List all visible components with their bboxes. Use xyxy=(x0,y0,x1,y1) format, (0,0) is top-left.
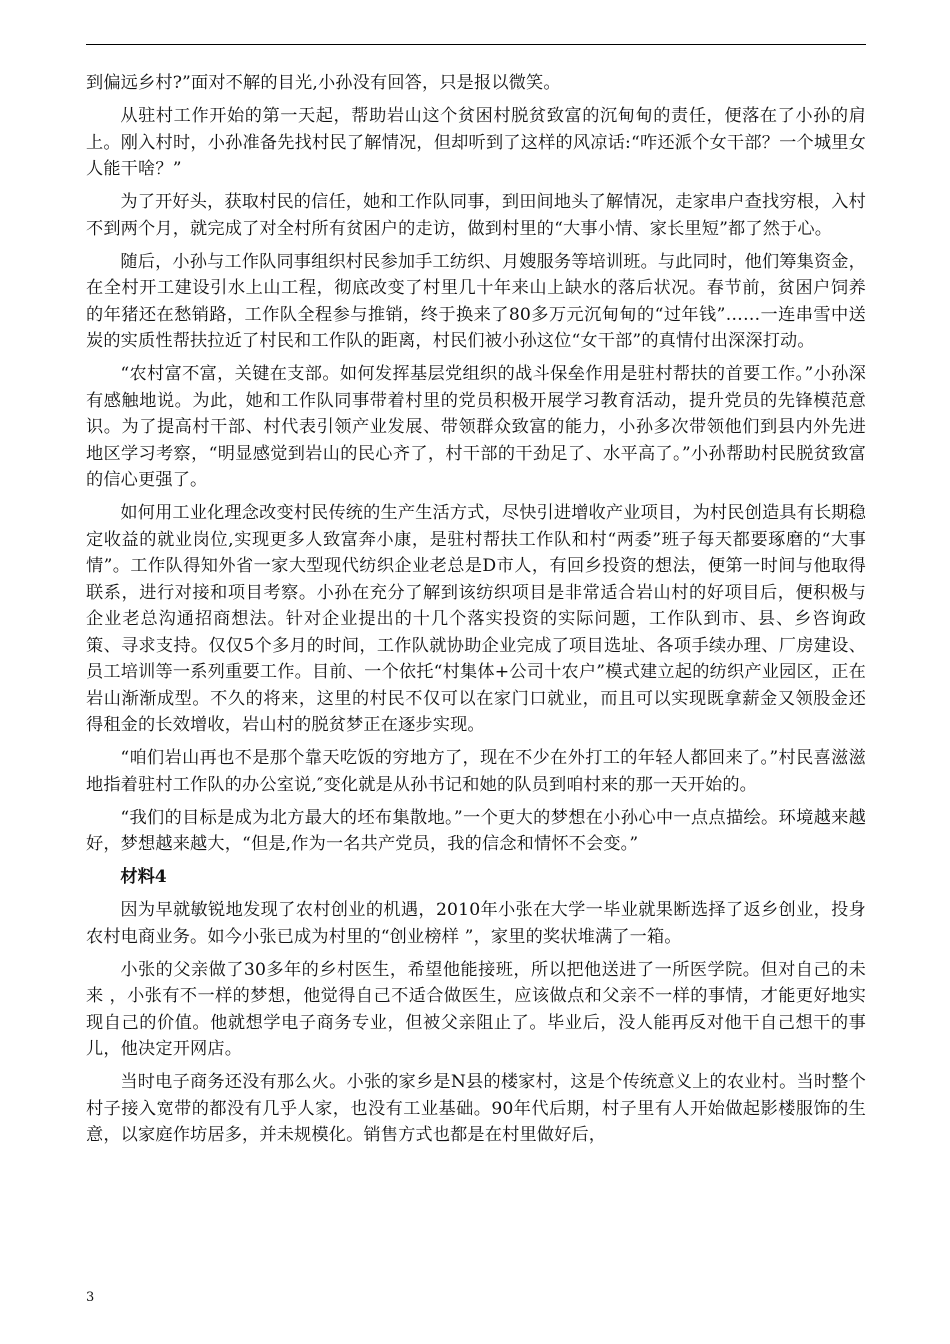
header-rule xyxy=(86,44,866,45)
paragraph: “农村富不富，关键在支部。如何发挥基层党组织的战斗保垒作用是驻村帮扶的首要工作。”小孙深有感触地说。为此，她和工作队同事带着村里的党员积极开展学习教育活动，提升党员的先锋模范意识。为了提高村干部、村代表引领产业发展、带领群众致富的能力，小孙多次带领他们到县内外先进地区学习考察，“明显感觉到岩山的民心齐了，村干部的干劲足了、水平高了。”小孙帮助村民脱贫致富的信心更强了。 xyxy=(86,364,866,490)
paragraph: 小张的父亲做了30多年的乡村医生，希望他能接班，所以把他送进了一所医学院。但对自己的未来 ，小张有不一样的梦想，他觉得自己不适合做医生，应该做点和父亲不一样的事情，才能更好地实现自己的价值。他就想学电子商务专业，但被父亲阻止了。毕业后，没人能再反对他干自己想干的事儿，他决定开网店。 xyxy=(86,959,866,1059)
paragraph: “我们的目标是成为北方最大的坯布集散地。”一个更大的梦想在小孙心中一点点描绘。环境越来越好，梦想越来越大，“但是,作为一名共产党员，我的信念和情怀不会变。” xyxy=(86,807,866,854)
section-heading: 材料4 xyxy=(120,867,167,887)
paragraph: “咱们岩山再也不是那个靠天吃饭的穷地方了，现在不少在外打工的年轻人都回来了。”村民喜滋滋地指着驻村工作队的办公室说,″变化就是从孙书记和她的队员到咱村来的那一天开始的。 xyxy=(86,748,866,795)
paragraph: 为了开好头，获取村民的信任，她和工作队同事，到田间地头了解情况，走家串户查找穷根，入村不到两个月，就完成了对全村所有贫困户的走访，做到村里的“大事小情、家长里短”都了然于心。 xyxy=(86,192,866,239)
document-body xyxy=(86,70,866,1155)
paragraph: 当时电子商务还没有那么火。小张的家乡是N县的楼家村，这是个传统意义上的农业村。当时整个村子接入宽带的都没有几乎人家，也没有工业基础。90年代后期，村子里有人开始做起影楼服饰的生意，以家庭作坊居多，并未规模化。销售方式也都是在村里做好后， xyxy=(86,1072,866,1145)
paragraph: 从驻村工作开始的第一天起，帮助岩山这个贫困村脱贫致富的沉甸甸的责任，便落在了小孙的肩上。刚入村时，小孙准备先找村民了解情况，但却听到了这样的风凉话:“咋还派个女干部？一个城里女人能干啥？” xyxy=(86,106,866,179)
paragraph: 如何用工业化理念改变村民传统的生产生活方式，尽快引进增收产业项目，为村民创造具有长期稳定收益的就业岗位,实现更多人致富奔小康，是驻村帮扶工作队和村“两委”班子每天都要琢磨的“大事情”。工作队得知外省一家大型现代纺织企业老总是D市人，有回乡投资的想法，便第一时间与他取得联系，进行对接和项目考察。小孙在充分了解到该纺织项目是非常适合岩山村的好项目后，便积极与企业老总沟通招商想法。针对企业提出的十几个落实投资的实际问题，工作队到市、县、乡咨询政策、寻求支持。仅仅5个多月的时间，工作队就协助企业完成了项目选址、各项手续办理、厂房建设、员工培训等一系列重要工作。目前、一个依托“村集体+公司十农户”模式建立起的纺织产业园区，正在岩山渐渐成型。不久的将来，这里的村民不仅可以在家门口就业，而且可以实现既拿薪金又领股金还得租金的长效增收，岩山村的脱贫梦正在逐步实现。 xyxy=(86,503,866,735)
paragraph-continuation: 到偏远乡村?”面对不解的目光,小孙没有回答，只是报以微笑。 xyxy=(86,73,561,93)
paragraph: 随后，小孙与工作队同事组织村民参加手工纺织、月嫂服务等培训班。与此同时，他们筹集资金，在全村开工建设引水上山工程，彻底改变了村里几十年来山上缺水的落后状况。春节前，贫困户饲养的年猪还在愁销路，工作队全程参与推销，终于换来了80多万元沉甸甸的“过年钱”……一连串雪中送炭的实质性帮扶拉近了村民和工作队的距离，村民们被小孙这位“女干部”的真情付出深深打动。 xyxy=(86,251,866,351)
paragraph: 因为早就敏锐地发现了农村创业的机遇，2010年小张在大学一毕业就果断选择了返乡创业，投身农村电商业务。如今小张已成为村里的“创业榜样 ”，家里的奖状堆满了一箱。 xyxy=(86,900,866,947)
page-number: 3 xyxy=(86,1290,95,1305)
